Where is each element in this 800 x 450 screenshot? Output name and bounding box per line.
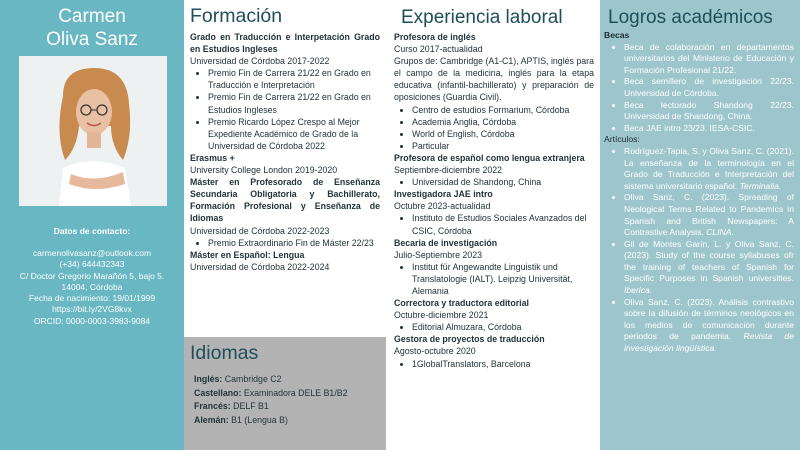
list-item: • Institut für Angewandte Linguistik und Translatologie (IALT). Leipzig Universität, Alemania: [412, 261, 594, 297]
languages-section: [184, 337, 386, 450]
list-item: • Particular: [412, 140, 594, 152]
job-places: [394, 212, 594, 236]
language-item: Inglés: Cambridge C2: [194, 374, 282, 384]
contact-heading: Datos de contacto:: [53, 226, 131, 236]
experience-body: [394, 31, 594, 370]
last-name: Oliva Sanz: [46, 29, 138, 50]
contact-birthdate: Fecha de nacimiento: 19/01/1999: [28, 293, 156, 304]
languages-list: [194, 373, 380, 427]
education-title: Formación: [190, 5, 283, 27]
list-item: • Premio Fin de Carrera 21/22 en Grado en Traducción e Interpretación: [208, 67, 380, 91]
list-item: • Premio Ricardo López Crespo al Mejor Expediente Académico de Grado de la Universidad de Córdoba 2022: [208, 116, 380, 152]
experience-title: Experiencia laboral: [401, 7, 563, 28]
list-item: • Rodríguez-Tapia, S. y Oliva Sanz, C. (2021). La enseñanza de la terminología en el Grado de Traducción e Interpretación del sistema universitario español. Terminalia.: [624, 146, 794, 192]
achievements-body: [604, 30, 794, 355]
erasmus-place: University College London 2019-2020: [190, 165, 338, 176]
contact-orcid: ORCID: 0000-0003-3983-9084: [33, 315, 151, 326]
languages-title: Idiomas: [190, 342, 259, 364]
job-places: [394, 261, 594, 297]
job-role: Investigadora JAE intro: [394, 189, 493, 200]
list-item: • Premio Fin de Carrera 21/22 en Grado en Estudios Ingleses: [208, 91, 380, 115]
articulos-list: [604, 146, 794, 355]
education-section: [184, 0, 386, 337]
becas-list: [604, 42, 794, 135]
job-role: Gestora de proyectos de traducción: [394, 334, 545, 345]
degree-title: Grado en Traducción e Interpetación Grado en Estudios Ingleses: [190, 32, 380, 55]
journal-name: Terminalia.: [739, 180, 782, 191]
job-role: Profesora de español como lengua extranjera: [394, 152, 585, 163]
job-places: [394, 176, 594, 188]
job-period: Septiembre-diciembre 2022: [394, 165, 503, 176]
master2-place: Universidad de Córdoba 2022-2024: [190, 261, 330, 272]
achievements-title: Logros académicos: [608, 7, 773, 28]
job-places: [394, 321, 594, 333]
list-item: • Academia Anglia, Córdoba: [412, 116, 594, 128]
list-item: • Premio Extraordinario Fin de Máster 22/23: [208, 237, 380, 249]
degree-awards-list: [190, 67, 380, 152]
list-item: • World of English, Córdoba: [412, 128, 594, 140]
list-item: • Beca semillero de investigación 22/23. Universidad de Córdoba.: [624, 76, 794, 99]
job-period: Curso 2017-actualidad: [394, 44, 483, 55]
job-role: Becaria de investigación: [394, 237, 498, 248]
journal-name: Revista de investigación lingüística.: [624, 331, 794, 354]
list-item: • Centro de estudios Formarium, Córdoba: [412, 104, 594, 116]
language-item: Francés: DELF B1: [194, 401, 269, 412]
language-item: Alemán: B1 (Lengua B): [194, 414, 288, 425]
list-item: • 1GlobalTranslators, Barcelona: [412, 358, 594, 370]
job-places: [394, 104, 594, 152]
list-item: • Oliva Sanz, C. (2023). Análisis contrastivo sobre la difusión de términos neológicos en los medios de comunicación durante periodos de pandemia. Revista de investigación lingüística.: [624, 297, 794, 355]
list-item: • Beca lectorado Shandong 22/23. Universidad de Shandong, China.: [624, 100, 794, 123]
portrait-image: [19, 56, 167, 206]
master1-title: Máster en Profesorado de Enseñanza Secundaria Obligatoria y Bachillerato, Formación Profesional y Enseñanza de Idiomas: [190, 177, 380, 224]
language-item: Castellano: Examinadora DELE B1/B2: [194, 387, 348, 398]
master2-title: Máster en Español: Lengua: [190, 249, 305, 260]
erasmus-title: Erasmus +: [190, 152, 235, 163]
job-period: Agosto-octubre 2020: [394, 346, 476, 357]
profile-column: [0, 0, 184, 450]
list-item: • Editorial Almuzara, Córdoba: [412, 321, 594, 333]
contact-info: [8, 248, 176, 327]
degree-place: Universidad de Córdoba 2017-2022: [190, 56, 330, 67]
education-body: [190, 31, 380, 273]
list-item: • Beca de colaboración en departamentos universitarios del Ministerio de Educación y Formación Profesional 21/22.: [624, 42, 794, 77]
job-period: Octubre 2023-actualidad: [394, 201, 491, 212]
job-period: Octubre-diciembre 2021: [394, 310, 489, 321]
job-description: Grupos de: Cambridge (A1-C1), APTIS, inglés para el campo de la medicina, inglés para la etapa educativa (infantil-bachillerato) y preparación de oposiciones (Guardia Civil).: [394, 56, 594, 103]
list-item: • Beca JAE intro 23/23. IESA-CSIC.: [624, 123, 794, 135]
list-item: • Universidad de Shandong, China: [412, 176, 594, 188]
journal-name: Iberica.: [624, 285, 653, 296]
list-item: • Instituto de Estudios Sociales Avanzados del CSIC, Córdoba: [412, 212, 594, 236]
becas-label: Becas: [604, 30, 630, 40]
contact-phone: (+34) 644432343: [59, 259, 125, 270]
achievements-section: [600, 0, 800, 450]
profile-photo: [19, 56, 167, 206]
job-role: Correctora y traductora editorial: [394, 298, 529, 309]
master1-awards-list: [190, 237, 380, 249]
list-item: • Gil de Montes Garín, L. y Oliva Sanz, C. (2023). Study of the course syllabuses ofr the training of teachers of Spanish for Specific Purposes in Spanish universities. Iberica.: [624, 239, 794, 297]
contact-link[interactable]: https://bit.ly/2VG8kvx: [52, 304, 132, 315]
job-role: Profesora de inglés: [394, 32, 476, 42]
first-name: Carmen: [58, 6, 126, 27]
articulos-label: Artículos:: [604, 134, 640, 145]
experience-section: [386, 0, 600, 450]
contact-email[interactable]: carmenolivasanz@outlook.com: [32, 248, 152, 258]
master1-place: Universidad de Córdoba 2022-2023: [190, 225, 330, 236]
journal-name: CLINA.: [706, 227, 734, 238]
job-places: [394, 358, 594, 370]
contact-address: C/ Doctor Gregorio Marañón 5, bajo 5. 14004, Córdoba: [19, 270, 165, 292]
job-period: Julio-Septiembre 2023: [394, 249, 483, 260]
list-item: • Oliva Sanz, C. (2023). Spreading of Neological Terms Related to Pandemics in Spanish and British Newspapers: A Contrastive Analysis. CLINA.: [624, 192, 794, 238]
